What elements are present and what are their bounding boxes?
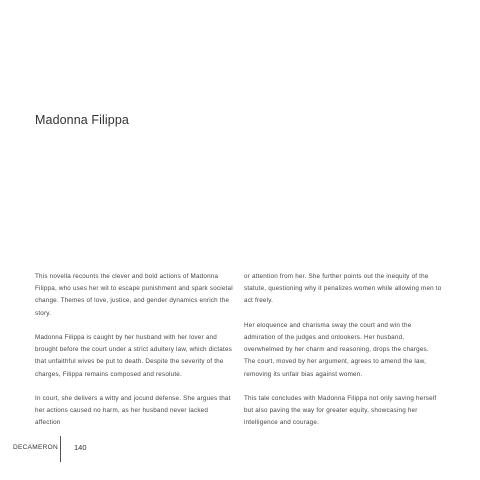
- paragraph: or attention from her. She further points out the inequity of the statute, questioning why it penalizes women while allowing men to act freely.: [244, 273, 442, 305]
- paragraph: Madonna Filippa is caught by her husband with her lover and brought before the court under a strict adultery law, which dictates that unfaithful wives be put to death. Despite the severity of the charges, Filippa remains composed and resolute.: [35, 334, 233, 378]
- paragraph: In court, she delivers a witty and jocund defense. She argues that her actions caused no harm, as her husband never lacked affection: [35, 395, 231, 427]
- running-title: DECAMERON: [13, 444, 58, 451]
- text-column-right: [244, 271, 442, 442]
- footer-divider: [60, 436, 61, 462]
- page-footer: [13, 436, 213, 462]
- paragraph: Her eloquence and charisma sway the court and win the admiration of the judges and onlookers. Her husband, overwhelmed by her charm and reasoning, drops the charges. The court, moved by her argument, agrees to amend the law, removing its unfair bias against women.: [244, 321, 429, 378]
- page-title: Madonna Filippa: [35, 113, 129, 127]
- text-column-left: [35, 271, 233, 442]
- page-number: 140: [74, 443, 87, 452]
- paragraph: This tale concludes with Madonna Filippa not only saving herself but also paving the way for greater equity, showcasing her intelligence and courage.: [244, 395, 437, 427]
- paragraph: This novella recounts the clever and bold actions of Madonna Filippa, who uses her wit to escape punishment and spark societal change. Themes of love, justice, and gender dynamics enrich the story.: [35, 273, 233, 317]
